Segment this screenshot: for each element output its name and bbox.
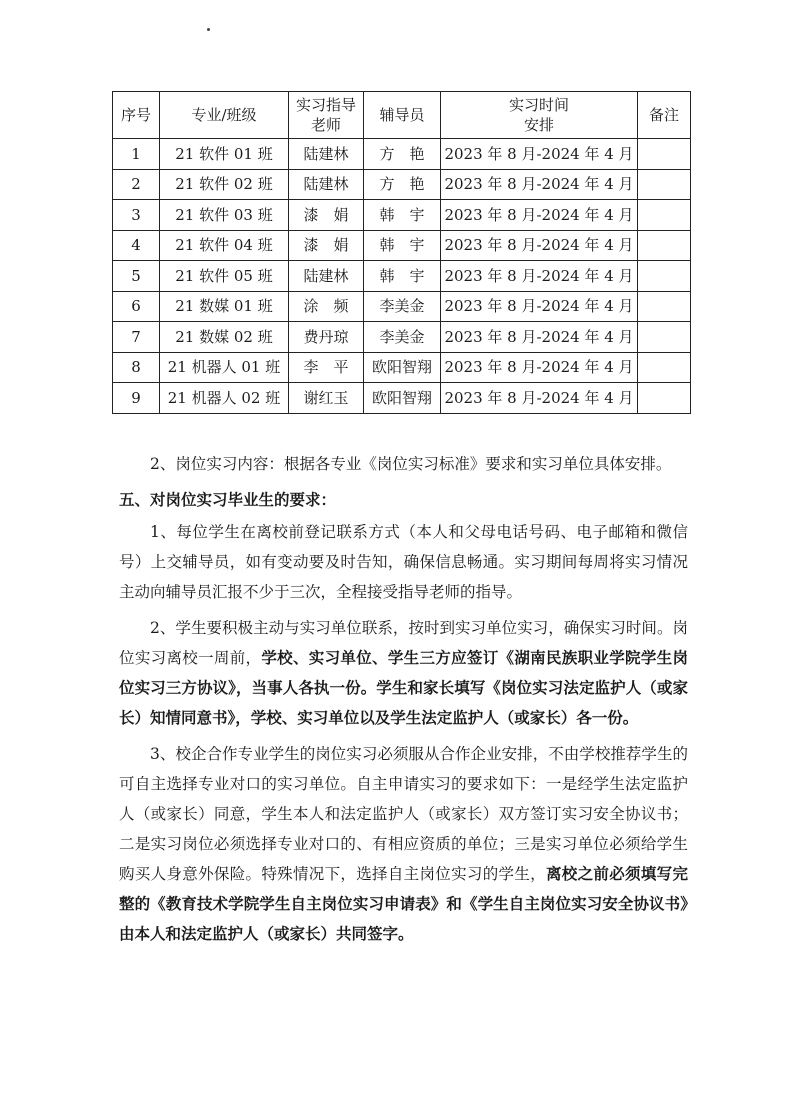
cell-no: 2 <box>113 169 160 200</box>
cell-no: 8 <box>113 352 160 383</box>
paragraph-requirement-3 <box>119 739 688 949</box>
cell-no: 3 <box>113 200 160 231</box>
table-row <box>113 383 691 414</box>
table-row <box>113 169 691 200</box>
cell-remark <box>638 322 691 353</box>
table-row <box>113 139 691 170</box>
table-row <box>113 352 691 383</box>
cell-time: 2023 年 8 月-2024 年 4 月 <box>441 200 638 231</box>
cell-major-class: 21 软件 04 班 <box>160 230 289 261</box>
requirement-2-text: 2、学生要积极主动与实习单位联系，按时到实习单位实习，确保实习时间。岗位实习离校一周前， <box>119 619 688 667</box>
header-major-class: 专业/班级 <box>160 92 289 139</box>
cell-counselor: 韩 宇 <box>364 200 441 231</box>
cell-remark <box>638 139 691 170</box>
table-row <box>113 291 691 322</box>
cell-counselor: 李美金 <box>364 291 441 322</box>
header-no: 序号 <box>113 92 160 139</box>
section5-heading: 五、对岗位实习毕业生的要求： <box>119 490 337 509</box>
table-header-row <box>113 92 691 139</box>
cell-remark <box>638 200 691 231</box>
cell-counselor: 方 艳 <box>364 169 441 200</box>
cell-counselor: 韩 宇 <box>364 230 441 261</box>
table-row <box>113 230 691 261</box>
cell-major-class: 21 软件 03 班 <box>160 200 289 231</box>
cell-counselor: 欧阳智翔 <box>364 352 441 383</box>
header-time-text: 实习时间安排 <box>508 96 569 134</box>
cell-mentor: 漆 娟 <box>289 230 364 261</box>
cell-remark <box>638 352 691 383</box>
header-mentor-text: 实习指导老师 <box>295 96 356 134</box>
paragraph-requirement-1: 1、每位学生在离校前登记联系方式（本人和父母电话号码、电子邮箱和微信号）上交辅导员，如有变动要及时告知，确保信息畅通。实习期间每周将实习情况主动向辅导员汇报不少于三次，全程接受指导老师的指导。 <box>119 523 688 601</box>
cell-remark <box>638 230 691 261</box>
requirement-3-bold-text: 离校之前必须填写完整的《教育技术学院学生自主岗位实习申请表》和《学生自主岗位实习安全协议书》由本人和法定监护人（或家长）共同签字。 <box>119 864 688 943</box>
cell-counselor: 欧阳智翔 <box>364 383 441 414</box>
cell-counselor: 李美金 <box>364 322 441 353</box>
cell-counselor: 韩 宇 <box>364 261 441 292</box>
header-mentor <box>289 92 364 139</box>
table-row <box>113 200 691 231</box>
cell-time: 2023 年 8 月-2024 年 4 月 <box>441 383 638 414</box>
table-row <box>113 261 691 292</box>
cell-no: 5 <box>113 261 160 292</box>
cell-time: 2023 年 8 月-2024 年 4 月 <box>441 291 638 322</box>
cell-remark <box>638 169 691 200</box>
cell-time: 2023 年 8 月-2024 年 4 月 <box>441 352 638 383</box>
paragraph-requirement-2 <box>119 613 688 733</box>
cell-mentor: 谢红玉 <box>289 383 364 414</box>
cell-major-class: 21 软件 05 班 <box>160 261 289 292</box>
paragraph-item2: 2、岗位实习内容：根据各专业《岗位实习标准》要求和实习单位具体安排。 <box>150 455 672 473</box>
header-remark: 备注 <box>638 92 691 139</box>
internship-assignment-table <box>112 91 691 414</box>
cell-no: 4 <box>113 230 160 261</box>
cell-time: 2023 年 8 月-2024 年 4 月 <box>441 261 638 292</box>
cell-mentor: 李 平 <box>289 352 364 383</box>
scan-dot <box>207 28 210 31</box>
cell-major-class: 21 数媒 02 班 <box>160 322 289 353</box>
cell-mentor: 漆 娟 <box>289 200 364 231</box>
cell-counselor: 方 艳 <box>364 139 441 170</box>
cell-mentor: 陆建林 <box>289 169 364 200</box>
cell-mentor: 费丹琼 <box>289 322 364 353</box>
table-row <box>113 322 691 353</box>
cell-no: 1 <box>113 139 160 170</box>
cell-major-class: 21 软件 02 班 <box>160 169 289 200</box>
cell-no: 9 <box>113 383 160 414</box>
cell-mentor: 涂 频 <box>289 291 364 322</box>
cell-major-class: 21 机器人 01 班 <box>160 352 289 383</box>
document-body <box>119 449 688 955</box>
requirement-2-bold-text: 学校、实习单位、学生三方应签订《湖南民族职业学院学生岗位实习三方协议》，当事人各执一份。学生和家长填写《岗位实习法定监护人（或家长）知情同意书》，学校、实习单位以及学生法定监护人（或家长）各一份。 <box>119 648 688 727</box>
cell-remark <box>638 261 691 292</box>
cell-remark <box>638 291 691 322</box>
header-counselor: 辅导员 <box>364 92 441 139</box>
cell-no: 7 <box>113 322 160 353</box>
cell-major-class: 21 软件 01 班 <box>160 139 289 170</box>
cell-major-class: 21 数媒 01 班 <box>160 291 289 322</box>
cell-remark <box>638 383 691 414</box>
cell-major-class: 21 机器人 02 班 <box>160 383 289 414</box>
cell-mentor: 陆建林 <box>289 261 364 292</box>
cell-time: 2023 年 8 月-2024 年 4 月 <box>441 139 638 170</box>
header-time <box>441 92 638 139</box>
cell-time: 2023 年 8 月-2024 年 4 月 <box>441 169 638 200</box>
cell-time: 2023 年 8 月-2024 年 4 月 <box>441 322 638 353</box>
requirement-3-text: 3、校企合作专业学生的岗位实习必须服从合作企业安排，不由学校推荐学生的可自主选择专业对口的实习单位。自主申请实习的要求如下：一是经学生法定监护人（或家长）同意，学生本人和法定监护人（或家长）双方签订实习安全协议书；二是实习岗位必须选择专业对口的、有相应资质的单位；三是实习单位必须给学生购买人身意外保险。特殊情况下，选择自主岗位实习的学生， <box>119 745 688 883</box>
cell-time: 2023 年 8 月-2024 年 4 月 <box>441 230 638 261</box>
cell-mentor: 陆建林 <box>289 139 364 170</box>
cell-no: 6 <box>113 291 160 322</box>
